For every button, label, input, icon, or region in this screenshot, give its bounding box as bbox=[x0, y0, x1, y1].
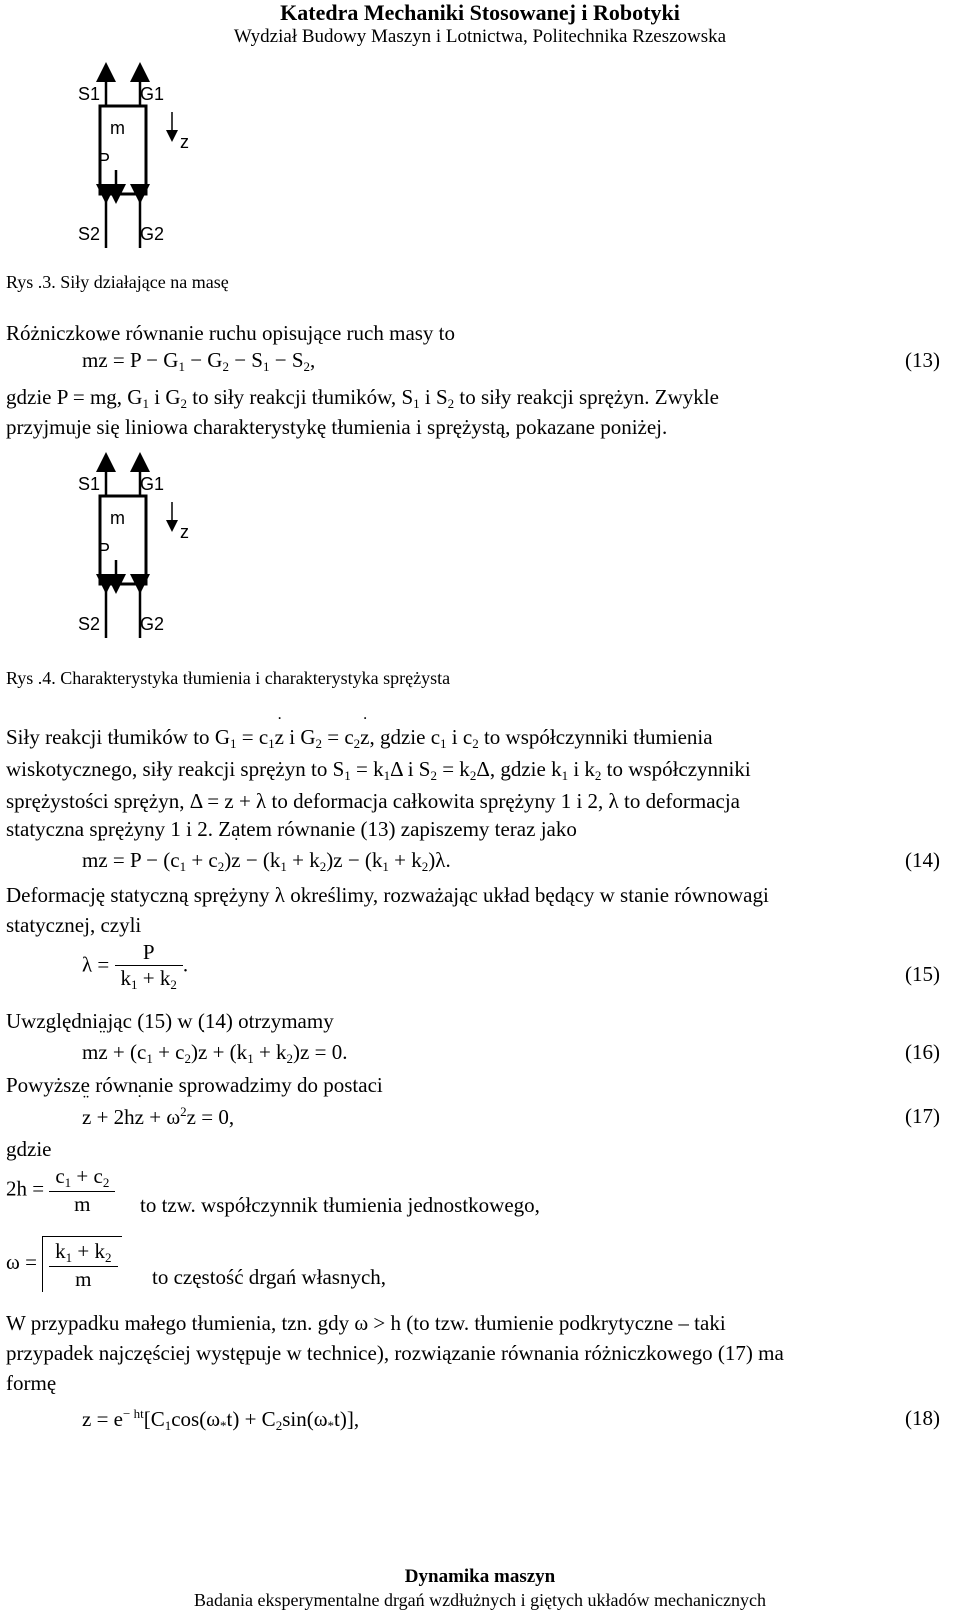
figure-4-caption: Rys .4. Charakterystyka tłumienia i charakterystyka sprężysta bbox=[6, 668, 451, 688]
equation-17-number: (17) bbox=[905, 1104, 940, 1128]
label-z: z bbox=[180, 132, 189, 152]
footer-title: Dynamika maszyn bbox=[404, 1566, 556, 1587]
label-m: m bbox=[110, 508, 125, 528]
label-z: z bbox=[180, 522, 189, 542]
label-g1: G1 bbox=[140, 474, 165, 494]
label-p: P bbox=[98, 540, 111, 560]
paragraph-15: W przypadku małego tłumienia, tzn. gdy ω > h (to tzw. tłumienie podkrytyczne – taki bbox=[6, 1311, 726, 1335]
figure-3-caption: Rys .3. Siły działające na masę bbox=[6, 272, 229, 292]
paragraph-14: to częstość drgań własnych, bbox=[152, 1265, 387, 1289]
paragraph-8: Deformację statyczną sprężyny λ określimy, rozważając układ będący w stanie równowagi bbox=[6, 883, 769, 907]
label-g2: G2 bbox=[140, 224, 165, 244]
equation-15-number: (15) bbox=[905, 962, 940, 986]
paragraph-6: sprężystości sprężyn, Δ = z + λ to deformacja całkowita sprężyny 1 i 2, λ to deformacja bbox=[6, 789, 741, 813]
label-s2: S2 bbox=[78, 224, 101, 244]
header-subtitle: Wydział Budowy Maszyn i Lotnictwa, Politechnika Rzeszowska bbox=[233, 26, 727, 47]
equation-16: m¨ $z + (c_1$ + $c_2)˙$ $z + (k_1 + k_2)z = 0$. bbox=[82, 1040, 347, 1067]
paragraph-11: Powyższe równanie sprowadzimy do postaci bbox=[6, 1073, 383, 1097]
equation-14: m¨ $z = P - (c_1$ + $c_2)˙$ $z - (k_1 + k_2)z - (k_1 + k_2)\lambda$. bbox=[82, 848, 451, 875]
equation-18-number: (18) bbox=[905, 1406, 940, 1430]
label-s1: S1 bbox=[78, 474, 101, 494]
equation-16-number: (16) bbox=[905, 1040, 940, 1064]
figure-3-diagram bbox=[60, 62, 260, 259]
header-title: Katedra Mechaniki Stosowanej i Robotyki bbox=[280, 0, 680, 25]
paragraph-2: gdzie P = mg, $G_1$ i $G_2$ to siły reakcji tłumików, $S_1$ i $S_2$ to siły reakcji sprężyn. Zwykle bbox=[6, 385, 719, 411]
paragraph-13: to tzw. współczynnik tłumienia jednostkowego, bbox=[140, 1193, 540, 1217]
equation-omega: ω = $\frac{k_1 + k_2}{m}$ bbox=[6, 1236, 122, 1292]
equation-14-number: (14) bbox=[905, 848, 940, 872]
label-s2: S2 bbox=[78, 614, 101, 634]
equation-2h: 2h = $\frac{c_1 + c_2}{m}$ bbox=[6, 1164, 115, 1217]
paragraph-9: statycznej, czyli bbox=[6, 913, 142, 937]
figure-4-diagram bbox=[60, 452, 260, 649]
equation-15: λ = $\frac{P}{k_1 + k_2}$ . bbox=[82, 940, 189, 992]
equation-13: m¨ $z = P - G_1 - G_2 - S_1 - S_2$, bbox=[82, 348, 315, 375]
paragraph-1: Różniczkowe równanie ruchu opisujące ruch masy to bbox=[6, 321, 456, 345]
label-p: P bbox=[98, 150, 111, 170]
paragraph-10: Uwzględniając (15) w (14) otrzymamy bbox=[6, 1009, 334, 1033]
equation-13-number: (13) bbox=[905, 348, 940, 372]
equation-18: $z = e^{- ht}[C_1\cos(\omega_*t) + C_2\sin(\omega_*t)]$, bbox=[82, 1406, 360, 1433]
label-g2: G2 bbox=[140, 614, 165, 634]
footer-subtitle: Badania eksperymentalne drgań wzdłużnych i giętych układów mechanicznych bbox=[194, 1590, 766, 1610]
paragraph-12: gdzie bbox=[6, 1137, 52, 1161]
label-s1: S1 bbox=[78, 84, 101, 104]
paragraph-4: Siły reakcji tłumików to $G_1$ = $c_1˙$ z i $G_2$ = $c_2˙$ z, gdzie $c_1$ i $c_2$ to współczynniki tłumienia bbox=[6, 722, 954, 759]
label-g1: G1 bbox=[140, 84, 165, 104]
paragraph-5: wiskotycznego, siły reakcji sprężyn to $S_1 = k_1\Delta$ i $S_2 = k_2\Delta$, gdzie $k_1$ i $k_2$ to współczynniki bbox=[6, 757, 751, 783]
label-m: m bbox=[110, 118, 125, 138]
paragraph-16: przypadek najczęściej występuje w technice), rozwiązanie równania różniczkowego (17) ma bbox=[6, 1341, 784, 1365]
paragraph-17: formę bbox=[6, 1371, 57, 1395]
paragraph-7: statyczna sprężyny 1 i 2. Zatem równanie (13) zapiszemy teraz jako bbox=[6, 817, 577, 841]
paragraph-3: przyjmuje się liniowa charakterystykę tłumienia i sprężystą, pokazane poniżej. bbox=[6, 415, 668, 439]
equation-17: ¨ z + 2h˙ $z + \omega^2z = 0$, bbox=[82, 1104, 234, 1130]
